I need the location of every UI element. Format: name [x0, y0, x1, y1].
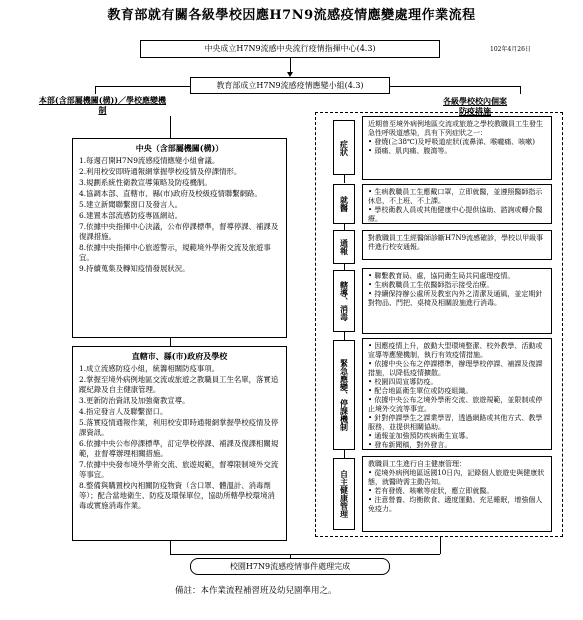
central-item: 5.建立新聞聯繫窗口及發言人。 — [79, 200, 183, 209]
step-line: • 依據中央公布之停課標準，辦理學校停課、補課及復課措施，以降低疫情擴散。 — [368, 360, 543, 377]
step-line: • 若有發燒、咳嗽等症狀，應立即就醫。 — [368, 487, 494, 495]
step-line: • 針對停課學生之課業學習，透過網路或其他方式、教學服務，並提供相關協助。 — [368, 414, 543, 431]
central-panel-title: 中央（含部屬機關(構)） — [135, 143, 224, 153]
step-line: 教職員工生進行自主健康管理： — [368, 460, 466, 468]
connector-line — [290, 58, 291, 73]
step-line: • 聯繫教育局、處，協同衛生局共同處理疫情。 — [368, 272, 515, 280]
right-section-header: 各級學校校內個案防疫措施 — [440, 96, 510, 116]
central-item: 8.依據中央指揮中心旅遊警示，規範境外學術交流及旅遊事宜。 — [79, 243, 271, 262]
step-label-report: 通報 — [333, 230, 355, 264]
local-item: 4.指定發言人及聯繫窗口。 — [79, 407, 168, 416]
step-line: • 持續保持辦公處所及教室內外之清潔及通風，並定期針對物品、門把、桌椅及相關設施進行消毒。 — [368, 290, 543, 307]
central-item: 1.每週召開H7N9流感疫情應變小組會議。 — [79, 156, 220, 165]
ministry-response-group-box — [190, 77, 390, 94]
central-item: 2.利用校安即時通報網掌握學校疫情及停課情形。 — [79, 167, 242, 176]
central-item: 7.依據中央指揮中心決議，公布停課標準，督導停課、補課及復課措施。 — [79, 222, 279, 241]
step-label-disinfection: 轄導、消毒 — [333, 270, 355, 332]
connector-line — [344, 175, 345, 183]
step-box-report — [362, 230, 552, 260]
connector-line — [520, 86, 521, 94]
local-item: 8.整備與購置校內相關防疫物資（含口罩、體溫計、消毒劑等）；配合當地衛生、防疫及環保單位，協助所轄學校環境消毒或實施消毒作業。 — [79, 481, 275, 510]
connector-line — [390, 86, 520, 87]
local-item: 2.掌握至境外病例地區交流或旅遊之教職員工生名單，落實追蹤紀錄及自主健康管理。 — [79, 375, 279, 394]
step-line: • 從境外病例地區返國10日內，記錄個人旅遊史與健康狀態，就醫時需主動告知。 — [368, 469, 545, 486]
central-item: 6.建置本部流感防疫專區網站。 — [79, 211, 183, 220]
step-box-emergency — [362, 338, 552, 450]
step-line: • 學校衛教人員或其他健康中心提供協助、諮詢或轉介醫療。 — [368, 206, 543, 223]
central-command-center-box — [140, 40, 440, 58]
step-label-emergency: 緊急應變、停課機制 — [333, 340, 355, 450]
connector-line — [95, 86, 190, 87]
local-panel-title: 直轄市、縣(市)政府及學校 — [131, 351, 228, 361]
connector-line — [95, 86, 96, 94]
step-line: • 發燒(≧38℃)及呼吸道症狀(流鼻涕、喉嚨痛、咳嗽) — [368, 138, 536, 146]
footnote: 備註：本作業流程補習班及幼兒園準用之。 — [175, 586, 337, 596]
left-section-header: 本部(含部屬機關(構))／學校應變機制 — [38, 95, 167, 115]
step-line: • 校園四周宣導防疫。 — [368, 378, 438, 386]
step-line: 對教職員工生經醫師診斷H7N9流感確診，學校以甲級事件進行校安通報。 — [368, 234, 544, 251]
step-label-symptom: 症狀 — [333, 120, 355, 175]
connector-line — [170, 116, 171, 138]
local-item: 3.更新防治資訊及加強衛教宣導。 — [79, 396, 190, 405]
step-line: • 配合地區衛生單位或防疫組織。 — [368, 387, 473, 395]
date-stamp: 102年4月26日 — [490, 46, 531, 53]
step-line: • 因應疫情上升，啟動大型環境整潔、校外教學、活動或宣導等應變機制，執行有效疫情措施。 — [368, 342, 543, 359]
step-label-self-health: 自主健康管理 — [333, 458, 355, 530]
connector-line — [170, 541, 171, 554]
completion-box — [190, 558, 390, 575]
step-label-medical: 就醫 — [333, 184, 355, 224]
step-line: • 頭痛、肌肉痛、腹瀉等。 — [368, 147, 452, 155]
local-government-panel — [72, 346, 287, 541]
central-agency-panel — [72, 138, 287, 338]
central-item: 4.協調本部、直轄市、縣(市)政府及校級疫情聯繫網路。 — [79, 189, 262, 198]
connector-line — [170, 338, 171, 346]
local-item: 5.落實疫情通報作業，利用校安即時通報網掌握學校疫情及停課資訊。 — [79, 418, 279, 437]
central-command-center-label: 中央成立H7N9流感中央流行疫情指揮中心(4.3) — [204, 44, 376, 53]
central-item: 3.規劃系統性衛教宣導策略及防疫機制。 — [79, 178, 212, 187]
page-title: 教育部就有關各級學校因應H7N9流感疫情應變處理作業流程 — [107, 8, 476, 23]
step-box-disinfection — [362, 268, 552, 334]
local-item: 7.依據中央發布境外學術交流、旅遊規範，督導限制境外交流等事宜。 — [79, 460, 279, 479]
local-item: 1.成立流感防疫小組，統籌相關防疫事項。 — [79, 364, 220, 373]
step-line: • 注意營養、均衡飲食、適度運動、充足睡眠，增強個人免疫力。 — [368, 496, 543, 513]
ministry-response-group-label: 教育部成立H7N9流感疫情應變小組(4.3) — [216, 81, 364, 90]
connector-line — [344, 450, 345, 458]
step-line: • 通報並加強預防疾病衛生宣導。 — [368, 432, 473, 440]
local-item: 6.依據中央公布停課標準，訂定學校停課、補課及復課相關規範，並督導辦理相關措施。 — [79, 439, 279, 458]
connector-line — [344, 332, 345, 340]
step-box-self-health — [362, 456, 552, 532]
step-box-symptom — [362, 116, 552, 180]
central-item: 9.持續蒐集及轉知疫情發展狀況。 — [79, 264, 190, 273]
connector-line — [170, 554, 440, 555]
step-line: • 生病教職員工生應戴口罩，立即就醫，並遵照醫師指示休息，不上班、不上課。 — [368, 188, 543, 205]
step-line: 近期曾至境外病例地區交流或旅遊之學校教職員工生發生急性呼吸道感染，具有下列症狀之一： — [368, 120, 543, 137]
step-line: • 發布新聞稿，對外發言。 — [368, 441, 452, 449]
completion-label: 校園H7N9流感疫情事件處理完成 — [229, 562, 351, 571]
step-box-medical — [362, 184, 552, 224]
step-line: • 生病教職員工生依醫師指示接受治療。 — [368, 281, 494, 289]
step-line: • 依據中央公布之境外學術交流、旅遊規範，並限制或停止境外交流等事宜。 — [368, 396, 543, 413]
connector-line — [440, 537, 441, 554]
